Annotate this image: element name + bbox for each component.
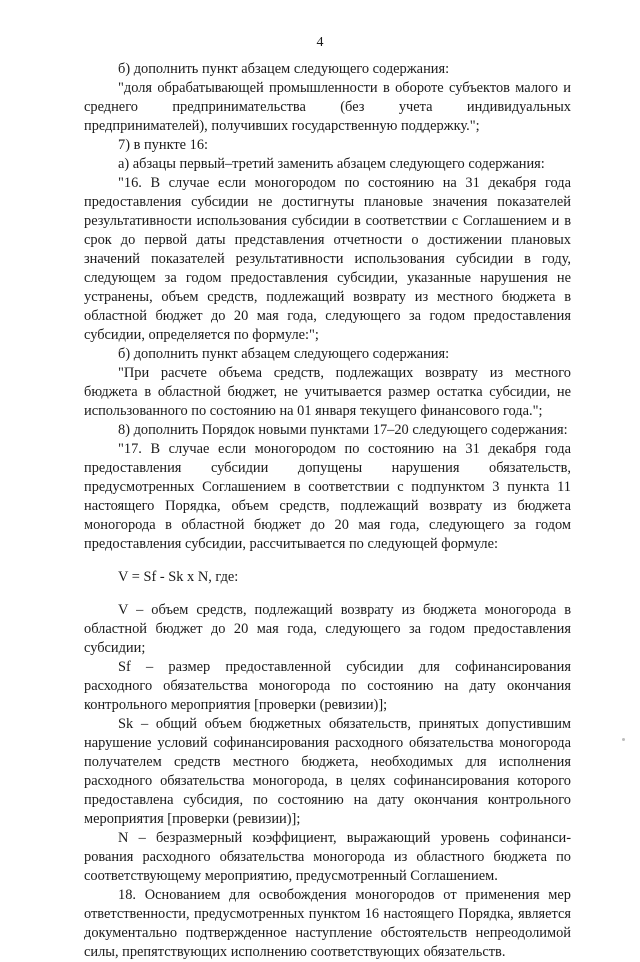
paragraph-quote-indicator: "доля обрабатывающей промышленности в обороте субъектов малого и среднего предпринимательства (без учета индивидуальных предпринимателей), получивших государственную поддержку."; bbox=[84, 80, 571, 134]
paragraph-def-sf: Sf – размер предоставленной субсидии для софинансирования расходного обязательства моногорода по состоянию на дату окончания контрольного мероприятия [проверки (ревизии)]; bbox=[84, 659, 571, 713]
paragraph-def-v: V – объем средств, подлежащий возврату из бюджета моногорода в областной бюджет до 20 мая года, следующего за годом предоставления субсидии; bbox=[84, 602, 571, 656]
page-number: 4 bbox=[316, 35, 324, 50]
paragraph-item-8: 8) дополнить Порядок новыми пунктами 17–20 следующего содержания: bbox=[118, 422, 568, 438]
paragraph-item-7b: б) дополнить пункт абзацем следующего содержания: bbox=[118, 346, 450, 362]
formula: V = Sf - Sk x N, где: bbox=[118, 569, 239, 585]
paragraph-def-n: N – безразмерный коэффициент, выражающий уровень софинанси-рования расходного обязательства моногорода из областного бюджета по соответствующему мероприятию, предусмотренный Соглашением. bbox=[84, 830, 571, 884]
paragraph-amend-point-b: б) дополнить пункт абзацем следующего содержания: bbox=[118, 61, 450, 77]
paragraph-point-16: "16. В случае если моногородом по состоянию на 31 декабря года предоставления субсидии не достигнуты плановые значения показателей результативности использования субсидии в соответствии с Соглашением и в срок до первой даты представления отчетности о достижении плановых значений показателей результативности использования субсидии в году, следующем за годом предоставления субсидии, указанные нарушения не устранены, объем средств, подлежащий возврату из местного бюджета в областной бюджет до 20 мая года, следующего за годом предоставления субсидии, определяется по формуле:"; bbox=[84, 175, 571, 343]
scan-speck bbox=[622, 738, 625, 741]
paragraph-point-18: 18. Основанием для освобождения моногородов от применения мер ответственности, предусмотренных пунктом 16 настоящего Порядка, является документально подтвержденное наступление обстоятельств непреодолимой силы, препятствующих исполнению соответствующих обязательств. bbox=[84, 887, 571, 960]
paragraph-item-7a: а) абзацы первый–третий заменить абзацем следующего содержания: bbox=[118, 156, 545, 172]
paragraph-item-7: 7) в пункте 16: bbox=[118, 137, 209, 153]
paragraph-point-17: "17. В случае если моногородом по состоянию на 31 декабря года предоставления субсидии допущены нарушения обязательств, предусмотренных Соглашением в соответствии с подпунктом 3 пункта 11 настоящего Порядка, объем средств, подлежащий возврату из бюджета моногорода в областной бюджет до 20 мая года, следующего за годом предоставления субсидии, рассчитывается по следующей формуле: bbox=[84, 441, 571, 552]
paragraph-quote-calculation: "При расчете объема средств, подлежащих возврату из местного бюджета в областной бюджет, не учитывается размер остатка субсидии, не использованного по состоянию на 01 января текущего финансового года."; bbox=[84, 365, 571, 419]
paragraph-def-sk: Sk – общий объем бюджетных обязательств, принятых допустившим нарушение условий софинансирования расходного обязательства моногорода получателем средств местного бюджета, необходимых для исполнения расходного обязательства моногорода, в целях софинансирования которого предоставлена субсидия, по состоянию на дату окончания контрольного мероприятия [проверки (ревизии)]; bbox=[84, 716, 571, 827]
document-body bbox=[84, 60, 571, 962]
